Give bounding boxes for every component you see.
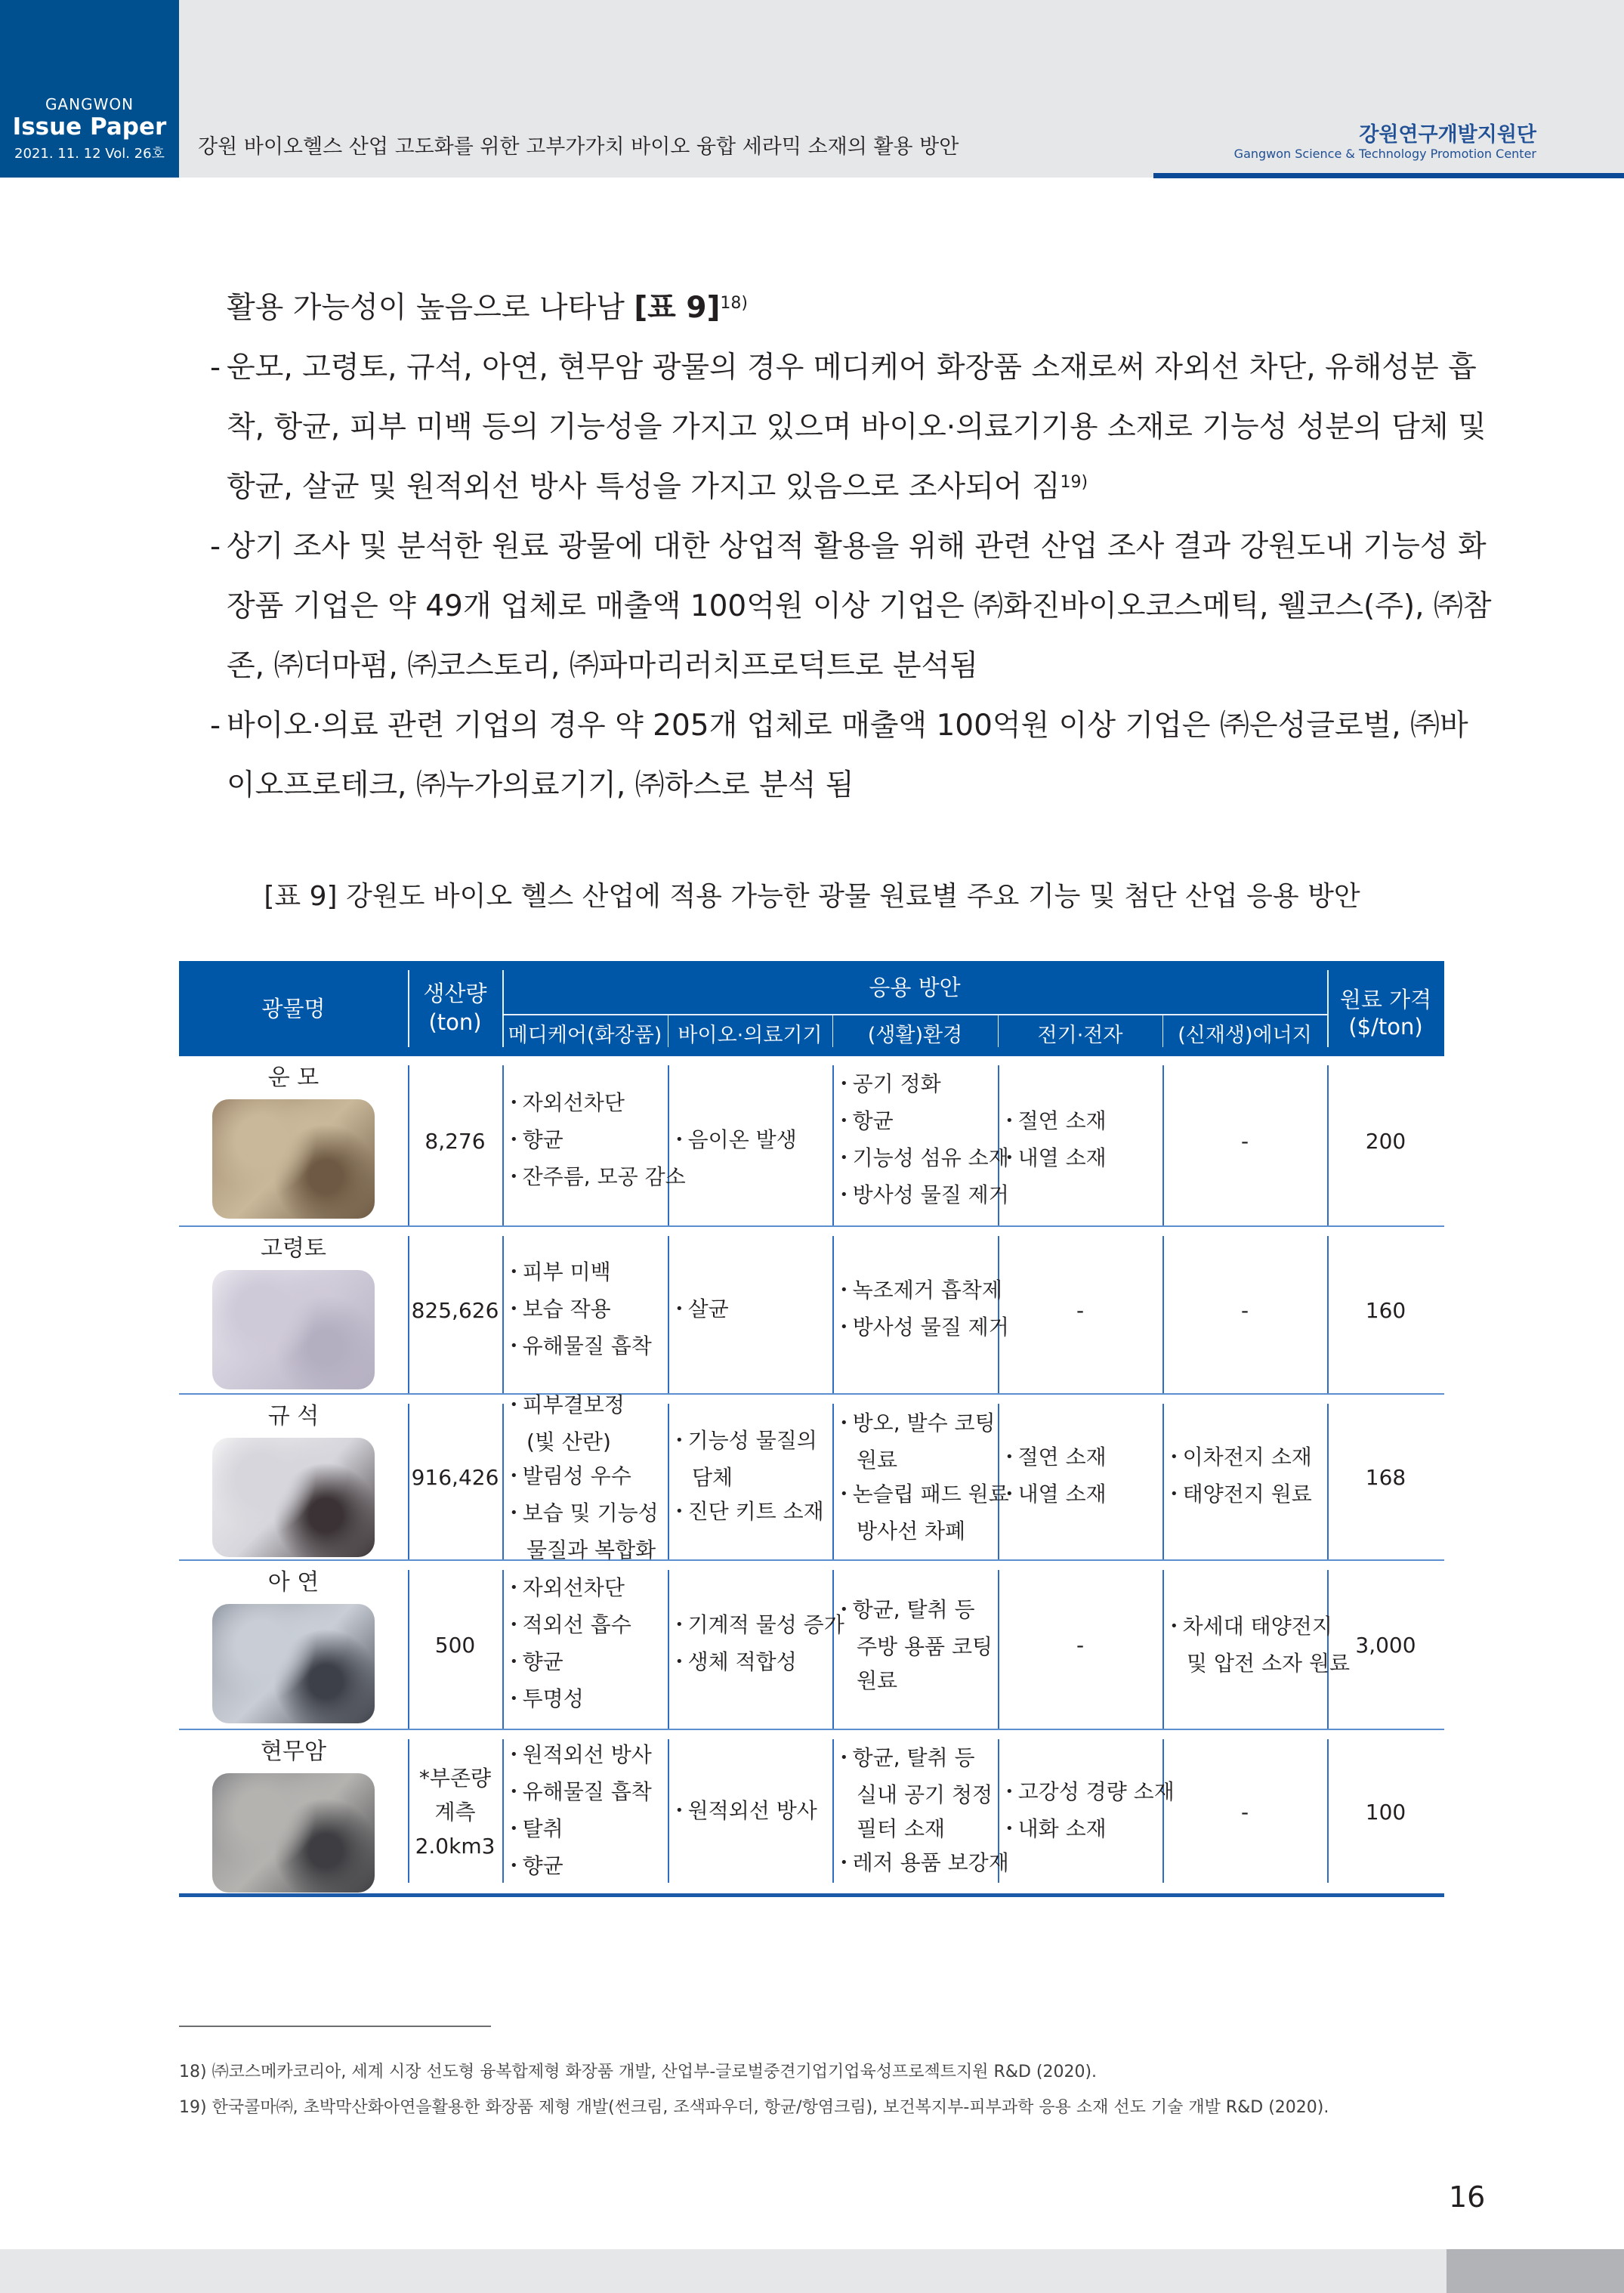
table-body: [179, 1056, 1444, 1897]
mineral-cell: [179, 1056, 408, 1225]
price-cell: [1327, 1227, 1444, 1393]
body-text-span: 이오프로테크, ㈜누가의료기기, ㈜하스로 분석 됨: [227, 768, 854, 802]
bullet-item: • 진단 키트 소재: [675, 1494, 840, 1531]
bullet-item: • 보습 및 기능성: [510, 1496, 675, 1533]
bullet-continuation: 원료: [857, 1667, 898, 1693]
production-value: *부존량: [418, 1765, 492, 1791]
bullet-item: • 고강성 경량 소재: [1005, 1775, 1170, 1812]
bullet-continuation: 담체: [692, 1464, 733, 1490]
bullet-item: • 내열 소재: [1005, 1477, 1170, 1514]
organization-name: 강원연구개발지원단: [1359, 123, 1536, 147]
price-value: 168: [1365, 1464, 1406, 1490]
mineral-cell: [179, 1730, 408, 1893]
body-text-span: 운모, 고령토, 규석, 아연, 현무암 광물의 경우 메디케어 화장품 소재로써 자외선 차단, 유해성분 흡: [227, 351, 1477, 385]
bio-cell: [668, 1056, 840, 1225]
mineral-name: 현무암: [261, 1738, 326, 1765]
empty-value: -: [1076, 1297, 1085, 1323]
medicare-cell: [502, 1392, 675, 1562]
footer-bar: [0, 2249, 1446, 2293]
bullet-item: • 방사성 물질 제거: [840, 1178, 1005, 1215]
bullet-item: • 향균: [510, 1645, 675, 1682]
body-line: [210, 636, 1464, 696]
brand-block: [0, 0, 179, 178]
bullet-item: • 방사성 물질 제거: [840, 1310, 1005, 1347]
header-price: 원료 가격: [1339, 987, 1432, 1012]
elec-cell: [998, 1056, 1170, 1225]
body-text-span: 바이오·의료 관련 기업의 경우 약 205개 업체로 매출액 100억원 이상 기업은 ㈜은성글로벌, ㈜바: [227, 709, 1468, 743]
table-row: [179, 1730, 1444, 1897]
bullet-item: • 레저 용품 보강재: [840, 1846, 1005, 1883]
issue-date: 2021. 11. 12 Vol. 26호: [14, 146, 165, 162]
empty-value: -: [1076, 1632, 1085, 1658]
body-text-span: 항균, 살균 및 원적외선 방사 특성을 가지고 있음으로 조사되어 짐: [227, 470, 1061, 504]
bullet-line: [210, 338, 1477, 397]
price-value: 200: [1365, 1128, 1406, 1154]
bullet-item: • 향균: [510, 1849, 675, 1886]
header-application: 응용 방안: [869, 975, 961, 1000]
bullet-item: • 발림성 우수: [510, 1459, 675, 1496]
production-cell: [408, 1395, 502, 1559]
bullet-item: • 이차전지 소재: [1170, 1440, 1335, 1477]
bullet-continuation: 원료: [857, 1448, 898, 1473]
footnote-ref-19: 19): [1060, 473, 1088, 492]
bullet-continuation: 및 압전 소자 원료: [1187, 1651, 1351, 1676]
header-sub-medicare: 메디케어(화장품): [508, 1024, 662, 1047]
header-divider: [502, 970, 504, 1047]
header-sub-env: (생활)환경: [867, 1024, 963, 1047]
series-label: GANGWON: [45, 95, 134, 113]
mineral-cell: [179, 1227, 408, 1393]
bullet-item: • 내화 소재: [1005, 1812, 1170, 1849]
mineral-cell: [179, 1561, 408, 1729]
production-value: 916,426: [411, 1464, 499, 1490]
bullet-item: • 투명성: [510, 1682, 675, 1719]
dash-marker: -: [210, 709, 221, 743]
bullet-item: • 유해물질 흡착: [510, 1329, 675, 1366]
bullet-item: • 녹조제거 흡착제: [840, 1273, 1005, 1310]
price-cell: [1327, 1395, 1444, 1559]
price-cell: [1327, 1730, 1444, 1893]
dash-marker: -: [210, 351, 221, 385]
document-title: 강원 바이오헬스 산업 고도화를 위한 고부가가치 바이오 융합 세라믹 소재의 활용 방안: [198, 135, 959, 159]
bullet-item: • 절연 소재: [1005, 1104, 1170, 1141]
env-cell: [832, 1056, 1009, 1225]
bullet-item: • 유해물질 흡착: [510, 1775, 675, 1812]
bullet-item: • 공기 정화: [840, 1067, 1005, 1104]
bullet-line: [210, 517, 1487, 576]
header-divider: [502, 1014, 1327, 1015]
header-price-unit: ($/ton): [1348, 1014, 1423, 1040]
header-production: 생산량: [423, 981, 487, 1006]
footnote-18: 18) ㈜코스메카코리아, 세계 시장 선도형 융복합제형 화장품 개발, 산업부-글로벌중견기업기업육성프로젝트지원 R&D (2020).: [179, 2063, 1098, 2081]
production-value: 825,626: [411, 1297, 499, 1323]
body-line: [210, 756, 1464, 815]
header-rule: [1153, 173, 1624, 178]
production-value: 계측: [434, 1799, 476, 1825]
elec-cell: [998, 1227, 1162, 1393]
bullet-item: • 항균, 탈취 등: [840, 1741, 1005, 1778]
production-value: 8,276: [425, 1128, 486, 1154]
body-line: [210, 457, 1464, 517]
production-value: 500: [434, 1632, 476, 1658]
empty-value: -: [1240, 1297, 1249, 1323]
bullet-item: • 방오, 발수 코팅: [840, 1406, 1005, 1443]
bullet-item: • 원적외선 방사: [510, 1738, 675, 1775]
medicare-cell: [502, 1730, 675, 1893]
bullet-continuation: 주방 용품 코팅: [857, 1633, 993, 1659]
mineral-photo: [212, 1099, 375, 1219]
bullet-line: [210, 696, 1468, 756]
bullet-continuation: 실내 공기 청정: [857, 1782, 993, 1807]
mineral-photo: [212, 1438, 375, 1557]
bullet-item: • 항균, 탈취 등: [840, 1593, 1005, 1630]
header-sub-bio: 바이오·의료기기: [678, 1024, 823, 1047]
mineral-photo: [212, 1604, 375, 1723]
table-reference: [표 9]: [634, 291, 721, 325]
table-row: [179, 1227, 1444, 1395]
footnote-rule: [179, 2026, 491, 2027]
bullet-continuation: 물질과 복합화: [526, 1537, 656, 1562]
header-divider: [1162, 1015, 1163, 1047]
body-text-span: 착, 항균, 피부 미백 등의 기능성을 가지고 있으며 바이오·의료기기용 소재로 기능성 성분의 담체 및: [227, 410, 1487, 444]
header-divider: [408, 970, 409, 1047]
energy-cell: [1162, 1227, 1327, 1393]
bullet-item: • 원적외선 방사: [675, 1794, 840, 1831]
organization-name-en: Gangwon Science & Technology Promotion Center: [1233, 147, 1536, 161]
production-cell: [408, 1227, 502, 1393]
header-divider: [998, 1015, 999, 1047]
mineral-name: 아 연: [267, 1569, 320, 1596]
production-cell: [408, 1056, 502, 1225]
bullet-item: • 기능성 섬유 소재: [840, 1141, 1005, 1178]
mineral-photo: [212, 1773, 375, 1893]
mineral-name: 규 석: [267, 1403, 320, 1429]
bio-cell: [668, 1561, 844, 1729]
bullet-item: • 태양전지 원료: [1170, 1477, 1335, 1514]
price-value: 100: [1365, 1799, 1406, 1825]
bullet-item: • 보습 작용: [510, 1292, 675, 1329]
bio-cell: [668, 1227, 840, 1393]
bullet-item: • 탈취: [510, 1812, 675, 1849]
minerals-table: [179, 961, 1444, 1897]
bullet-item: • 자외선차단: [510, 1086, 675, 1123]
header-divider: [832, 1015, 833, 1047]
energy-cell: [1162, 1730, 1327, 1893]
price-cell: [1327, 1056, 1444, 1225]
medicare-cell: [502, 1227, 675, 1393]
bullet-item: • 음이온 발생: [675, 1123, 840, 1160]
empty-value: -: [1240, 1128, 1249, 1154]
bullet-item: • 살균: [675, 1292, 840, 1329]
bio-cell: [668, 1730, 840, 1893]
env-cell: [832, 1561, 1005, 1729]
production-value: 2.0km3: [415, 1833, 496, 1859]
table-row: [179, 1056, 1444, 1227]
bullet-continuation: (빛 산란): [526, 1429, 611, 1454]
body-line: [210, 397, 1487, 457]
brand-title: Issue Paper: [12, 113, 167, 141]
empty-value: -: [1240, 1799, 1249, 1825]
bullet-item: • 차세대 태양전지: [1170, 1609, 1335, 1646]
bullet-item: • 논슬립 패드 원료: [840, 1477, 1005, 1514]
table-row: [179, 1561, 1444, 1730]
energy-cell: [1162, 1395, 1335, 1559]
body-text-span: 장품 기업은 약 49개 업체로 매출액 100억원 이상 기업은 ㈜화진바이오코스메틱, 웰코스(주), ㈜참: [227, 589, 1492, 623]
header-sub-energy: (신재생)에너지: [1178, 1024, 1312, 1047]
env-cell: [832, 1227, 1009, 1393]
mineral-cell: [179, 1395, 408, 1559]
body-text-span: 활용 가능성이 높음으로 나타남: [227, 291, 634, 325]
mineral-name: 운 모: [267, 1065, 320, 1091]
env-cell: [832, 1730, 1009, 1893]
bullet-item: • 기능성 물질의: [675, 1423, 840, 1460]
price-value: 160: [1365, 1297, 1406, 1323]
bullet-item: • 기계적 물성 증가: [675, 1608, 840, 1645]
elec-cell: [998, 1730, 1175, 1893]
footer-bar-accent: [1446, 2249, 1624, 2293]
env-cell: [832, 1395, 1009, 1559]
elec-cell: [998, 1561, 1162, 1729]
footnote-19: 19) 한국콜마㈜, 초박막산화아연을활용한 화장품 제형 개발(썬크림, 조색파우더, 항균/항염크림), 보건복지부-피부과학 응용 소재 선도 기술 개발 R&D (2020).: [179, 2098, 1329, 2117]
header-mineral: 광물명: [261, 996, 326, 1021]
body-line: [210, 576, 1492, 636]
bullet-item: • 항균: [840, 1104, 1005, 1141]
bullet-item: • 잔주름, 모공 감소: [510, 1160, 675, 1197]
bullet-item: • 자외선차단: [510, 1571, 675, 1608]
body-text-span: 존, ㈜더마펌, ㈜코스토리, ㈜파마리러치프로덕트로 분석됨: [227, 649, 978, 683]
bio-cell: [668, 1395, 840, 1559]
page-number: 16: [1449, 2180, 1486, 2214]
price-value: 3,000: [1355, 1632, 1416, 1658]
bullet-item: • 향균: [510, 1123, 675, 1160]
body-text: [210, 278, 1492, 815]
footnote-ref-18: 18): [720, 294, 748, 313]
bullet-item: • 피부 미백: [510, 1255, 675, 1292]
elec-cell: [998, 1395, 1170, 1559]
header-divider: [1327, 970, 1329, 1047]
energy-cell: [1162, 1561, 1351, 1729]
bullet-item: • 적외선 흡수: [510, 1608, 675, 1645]
header-production-unit: (ton): [428, 1009, 482, 1035]
header-sub-elec: 전기·전자: [1037, 1024, 1123, 1047]
table-row: [179, 1392, 1444, 1562]
bullet-item: • 절연 소재: [1005, 1440, 1170, 1477]
energy-cell: [1162, 1056, 1327, 1225]
body-text-span: 상기 조사 및 분석한 원료 광물에 대한 상업적 활용을 위해 관련 산업 조사 결과 강원도내 기능성 화: [227, 530, 1487, 564]
bullet-continuation: 방사선 차폐: [857, 1519, 966, 1544]
bullet-item: • 내열 소재: [1005, 1141, 1170, 1178]
medicare-cell: [502, 1561, 675, 1729]
dash-marker: -: [210, 530, 221, 564]
bullet-item: • 생체 적합성: [675, 1645, 840, 1682]
bullet-continuation: 필터 소재: [857, 1816, 946, 1841]
production-cell: [408, 1730, 502, 1893]
price-cell: [1327, 1561, 1444, 1729]
mineral-name: 고령토: [261, 1235, 326, 1262]
mineral-photo: [212, 1270, 375, 1389]
table-header: [179, 961, 1444, 1056]
medicare-cell: [502, 1056, 686, 1225]
production-cell: [408, 1561, 502, 1729]
bullet-item: • 피부결보정: [510, 1388, 675, 1425]
table-caption: [표 9] 강원도 바이오 헬스 산업에 적용 가능한 광물 원료별 주요 기능 및 첨단 산업 응용 방안: [264, 881, 1360, 912]
body-line: [210, 278, 1464, 338]
